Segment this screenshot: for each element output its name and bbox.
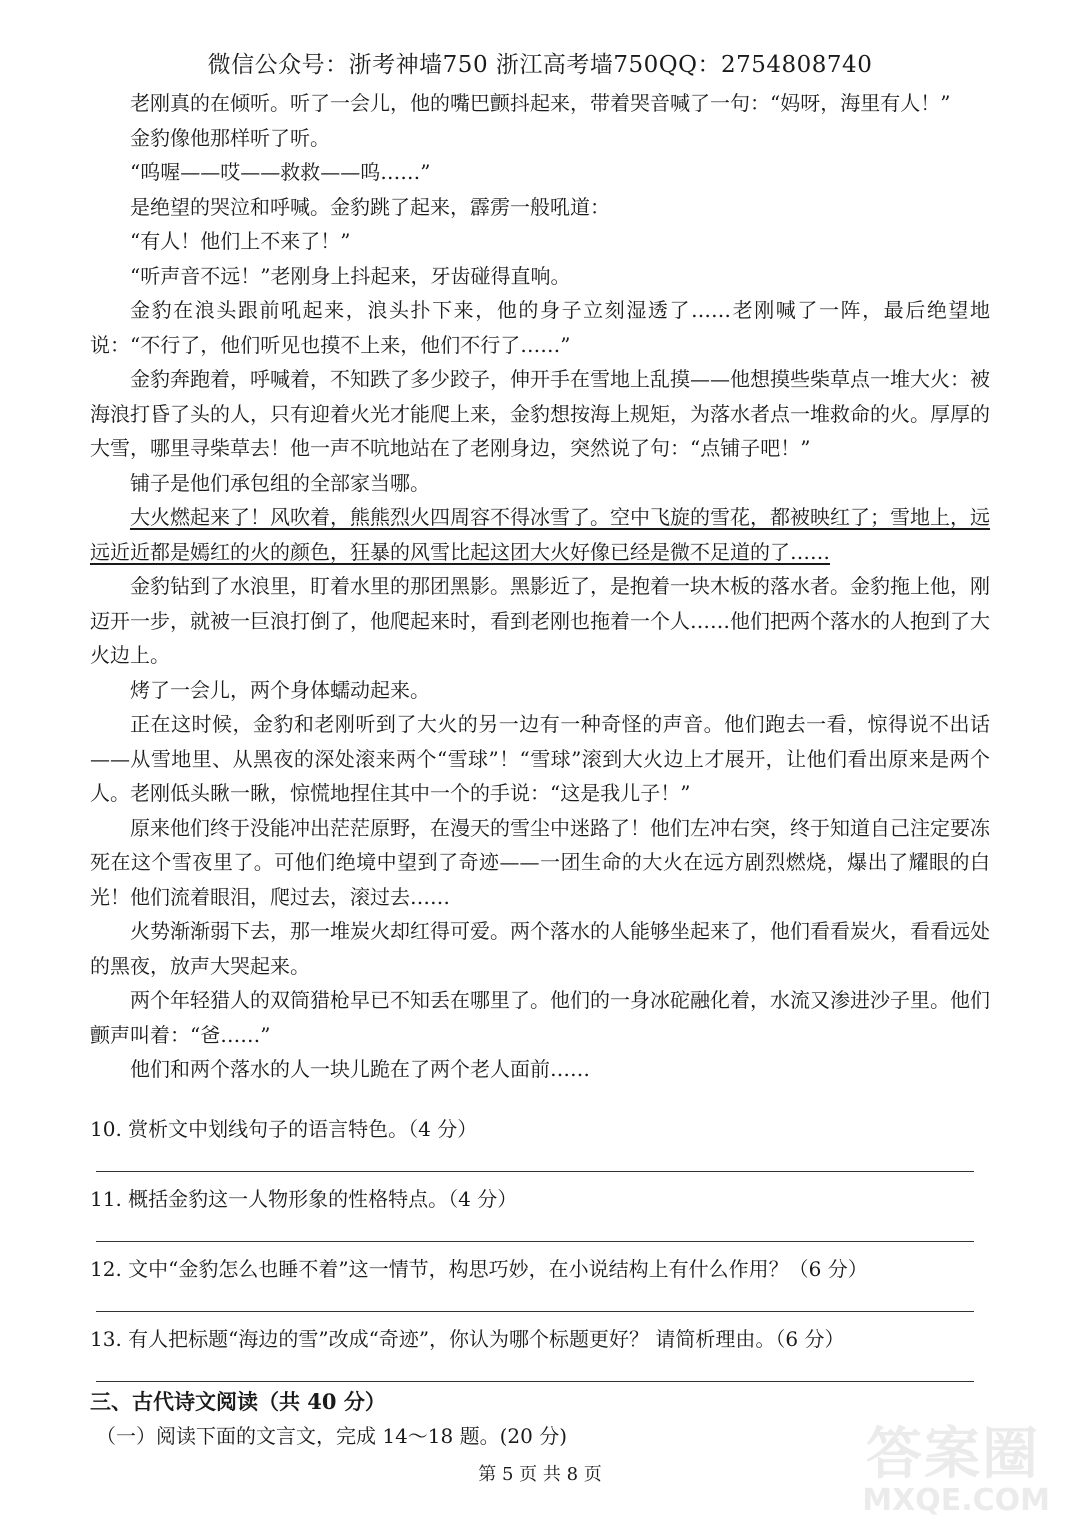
question-10: 10. 赏析文中划线句子的语言特色。（4 分） bbox=[90, 1117, 478, 1141]
paragraph: 金豹像他那样听了听。 bbox=[130, 125, 330, 150]
page-header: 微信公众号：浙考神墙750 浙江高考墙750QQ：2754808740 bbox=[207, 52, 873, 78]
underlined-paragraph bbox=[90, 500, 990, 569]
paragraph: 老刚真的在倾听。听了一会儿，他的嘴巴颤抖起来，带着哭音喊了一句：“妈呀，海里有人！” bbox=[130, 91, 951, 115]
paragraph: 火势渐渐弱下去，那一堆炭火却红得可爱。两个落水的人能够坐起来了，他们看看炭火，看看远处的黑夜，放声大哭起来。 bbox=[90, 919, 990, 978]
paragraph: 铺子是他们承包组的全部家当哪。 bbox=[130, 470, 430, 495]
watermark bbox=[860, 1410, 1050, 1520]
paragraph: “有人！他们上不来了！” bbox=[130, 229, 351, 253]
passage bbox=[90, 86, 990, 1087]
paragraph: 两个年轻猎人的双筒猎枪早已不知丢在哪里了。他们的一身冰砣融化着，水流又渗进沙子里。他们颤声叫着：“爸……” bbox=[90, 988, 990, 1047]
section-title: 三、古代诗文阅读（共 40 分） bbox=[90, 1389, 386, 1414]
underlined-sentence: 大火燃起来了！风吹着，熊熊烈火四周容不得冰雪了。空中飞旋的雪花，都被映红了；雪地上，远远近近都是嫣红的火的颜色，狂暴的风雪比起这团大火好像已经是微不足道的了…… bbox=[90, 505, 990, 564]
answer-line[interactable] bbox=[96, 1225, 974, 1242]
paragraph: 金豹钻到了水浪里，盯着水里的那团黑影。黑影近了，是抱着一块木板的落水者。金豹拖上他，刚迈开一步，就被一巨浪打倒了，他爬起来时，看到老刚也拖着一个人……他们把两个落水的人抱到了大火边上。 bbox=[90, 574, 990, 667]
paragraph: 原来他们终于没能冲出茫茫原野，在漫天的雪尘中迷路了！他们左冲右突，终于知道自己注定要冻死在这个雪夜里了。可他们绝境中望到了奇迹——一团生命的大火在远方剧烈燃烧，爆出了耀眼的白光！他们流着眼泪，爬过去，滚过去…… bbox=[90, 815, 990, 909]
question-list bbox=[90, 1112, 990, 1392]
paragraph: 金豹在浪头跟前吼起来，浪头扑下来，他的身子立刻湿透了……老刚喊了一阵，最后绝望地说：“不行了，他们听见也摸不上来，他们不行了……” bbox=[90, 298, 990, 357]
paragraph: “呜喔——哎——救救——呜……” bbox=[130, 160, 431, 184]
paragraph: 是绝望的哭泣和呼喊。金豹跳了起来，霹雳一般吼道： bbox=[130, 194, 610, 219]
question-12: 12. 文中“金豹怎么也睡不着”这一情节，构思巧妙，在小说结构上有什么作用？（6 分） bbox=[90, 1257, 868, 1281]
watermark-url: MXQE.COM bbox=[862, 1483, 1050, 1518]
watermark-logo: 答案圈 bbox=[866, 1422, 1040, 1487]
paragraph: “听声音不远！”老刚身上抖起来，牙齿碰得直响。 bbox=[130, 263, 571, 288]
question-13: 13. 有人把标题“海边的雪”改成“奇迹”，你认为哪个标题更好？ 请简析理由。（6 分） bbox=[90, 1327, 845, 1351]
answer-line[interactable] bbox=[96, 1365, 974, 1382]
question-11: 11. 概括金豹这一人物形象的性格特点。（4 分） bbox=[90, 1187, 518, 1211]
answer-line[interactable] bbox=[96, 1295, 974, 1312]
paragraph: 正在这时候，金豹和老刚听到了大火的另一边有一种奇怪的声音。他们跑去一看，惊得说不出话——从雪地里、从黑夜的深处滚来两个“雪球”！“雪球”滚到大火边上才展开，让他们看出原来是两个人。老刚低头瞅一瞅，惊慌地捏住其中一个的手说：“这是我儿子！” bbox=[90, 712, 990, 805]
sub-section-title: （一）阅读下面的文言文，完成 14～18 题。(20 分) bbox=[96, 1424, 568, 1448]
paragraph: 他们和两个落水的人一块儿跪在了两个老人面前…… bbox=[130, 1057, 590, 1081]
paragraph: 金豹奔跑着，呼喊着，不知跌了多少跤子，伸开手在雪地上乱摸——他想摸些柴草点一堆大火：被海浪打昏了头的人，只有迎着火光才能爬上来，金豹想按海上规矩，为落水者点一堆救命的火。厚厚的大雪，哪里寻柴草去！他一声不吭地站在了老刚身边，突然说了句：“点铺子吧！” bbox=[90, 367, 990, 460]
paragraph: 烤了一会儿，两个身体蠕动起来。 bbox=[130, 677, 430, 702]
answer-line[interactable] bbox=[96, 1155, 974, 1172]
page-number: 第 5 页 共 8 页 bbox=[478, 1464, 602, 1485]
